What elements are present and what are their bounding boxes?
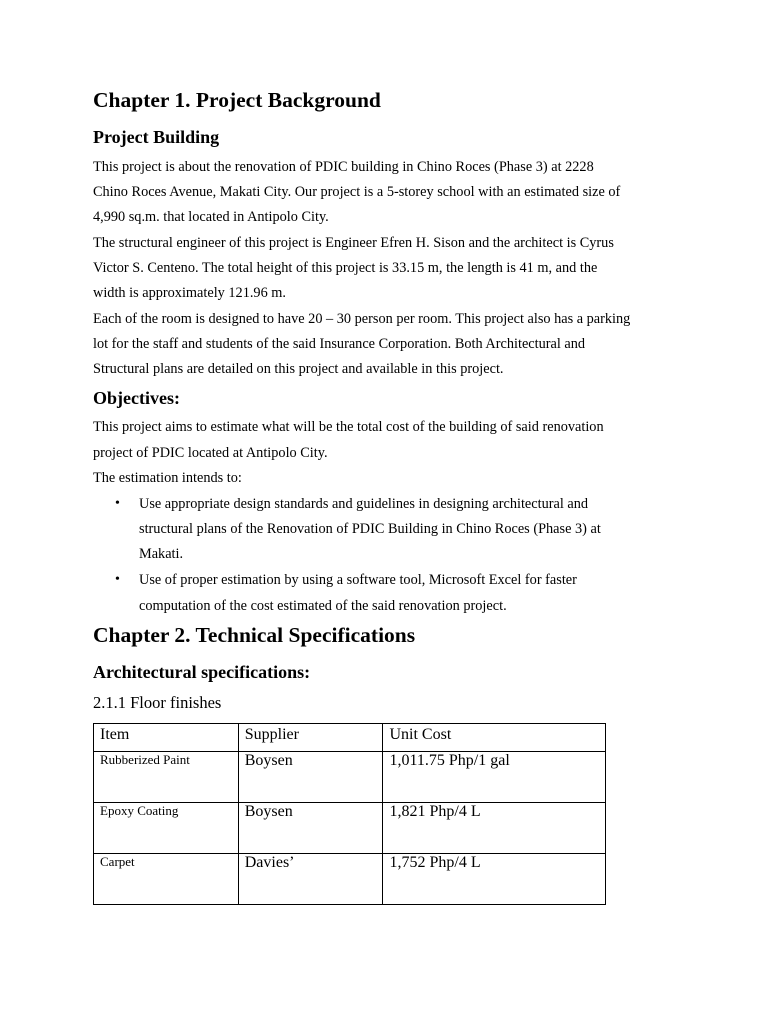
floor-finishes-table xyxy=(93,723,606,905)
bullet-line: Use appropriate design standards and guidelines in designing architectural and xyxy=(139,496,589,512)
paragraph-line: Chino Roces Avenue, Makati City. Our project is a 5-storey school with an estimated size of xyxy=(93,184,621,200)
objectives-heading: Objectives: xyxy=(93,388,180,408)
bullet-icon: • xyxy=(115,496,120,511)
paragraph-line: width is approximately 121.96 m. xyxy=(93,285,286,301)
bullet-icon: • xyxy=(115,572,120,587)
item-cell: Epoxy Coating xyxy=(94,803,239,854)
supplier-cell: Davies’ xyxy=(238,854,383,905)
paragraph-line: Victor S. Centeno. The total height of this project is 33.15 m, the length is 41 m, and the xyxy=(93,260,598,276)
bullet-line: structural plans of the Renovation of PDIC Building in Chino Roces (Phase 3) at xyxy=(139,521,601,537)
paragraph-line: project of PDIC located at Antipolo City. xyxy=(93,445,328,461)
project-building-heading: Project Building xyxy=(93,127,220,147)
table-row xyxy=(94,854,606,905)
paragraph-line: This project is about the renovation of PDIC building in Chino Roces (Phase 3) at 2228 xyxy=(93,159,594,175)
chapter-1-title: Chapter 1. Project Background xyxy=(93,88,381,112)
column-header-unit-cost: Unit Cost xyxy=(383,724,606,752)
unit-cost-cell: 1,821 Php/4 L xyxy=(383,803,606,854)
table-row xyxy=(94,752,606,803)
bullet-line: Use of proper estimation by using a software tool, Microsoft Excel for faster xyxy=(139,572,577,588)
supplier-cell: Boysen xyxy=(238,803,383,854)
paragraph-line: 4,990 sq.m. that located in Antipolo City. xyxy=(93,209,329,225)
floor-finishes-heading: 2.1.1 Floor finishes xyxy=(93,693,222,712)
paragraph-line: The structural engineer of this project is Engineer Efren H. Sison and the architect is Cyrus xyxy=(93,235,614,251)
chapter-2-title: Chapter 2. Technical Specifications xyxy=(93,623,416,647)
unit-cost-cell: 1,011.75 Php/1 gal xyxy=(383,752,606,803)
paragraph-line: The estimation intends to: xyxy=(93,470,242,486)
column-header-item: Item xyxy=(94,724,239,752)
paragraph-line: Structural plans are detailed on this project and available in this project. xyxy=(93,361,504,377)
table-header-row xyxy=(94,724,606,752)
table-row xyxy=(94,803,606,854)
supplier-cell: Boysen xyxy=(238,752,383,803)
bullet-line: Makati. xyxy=(139,546,184,562)
column-header-supplier: Supplier xyxy=(238,724,383,752)
item-cell: Rubberized Paint xyxy=(94,752,239,803)
item-cell: Carpet xyxy=(94,854,239,905)
paragraph-line: Each of the room is designed to have 20 – 30 person per room. This project also has a parking xyxy=(93,311,631,327)
architectural-specifications-heading: Architectural specifications: xyxy=(93,662,311,682)
paragraph-line: lot for the staff and students of the said Insurance Corporation. Both Architectural and xyxy=(93,336,586,352)
bullet-line: computation of the cost estimated of the said renovation project. xyxy=(139,598,507,614)
paragraph-line: This project aims to estimate what will be the total cost of the building of said renovation xyxy=(93,419,604,435)
unit-cost-cell: 1,752 Php/4 L xyxy=(383,854,606,905)
